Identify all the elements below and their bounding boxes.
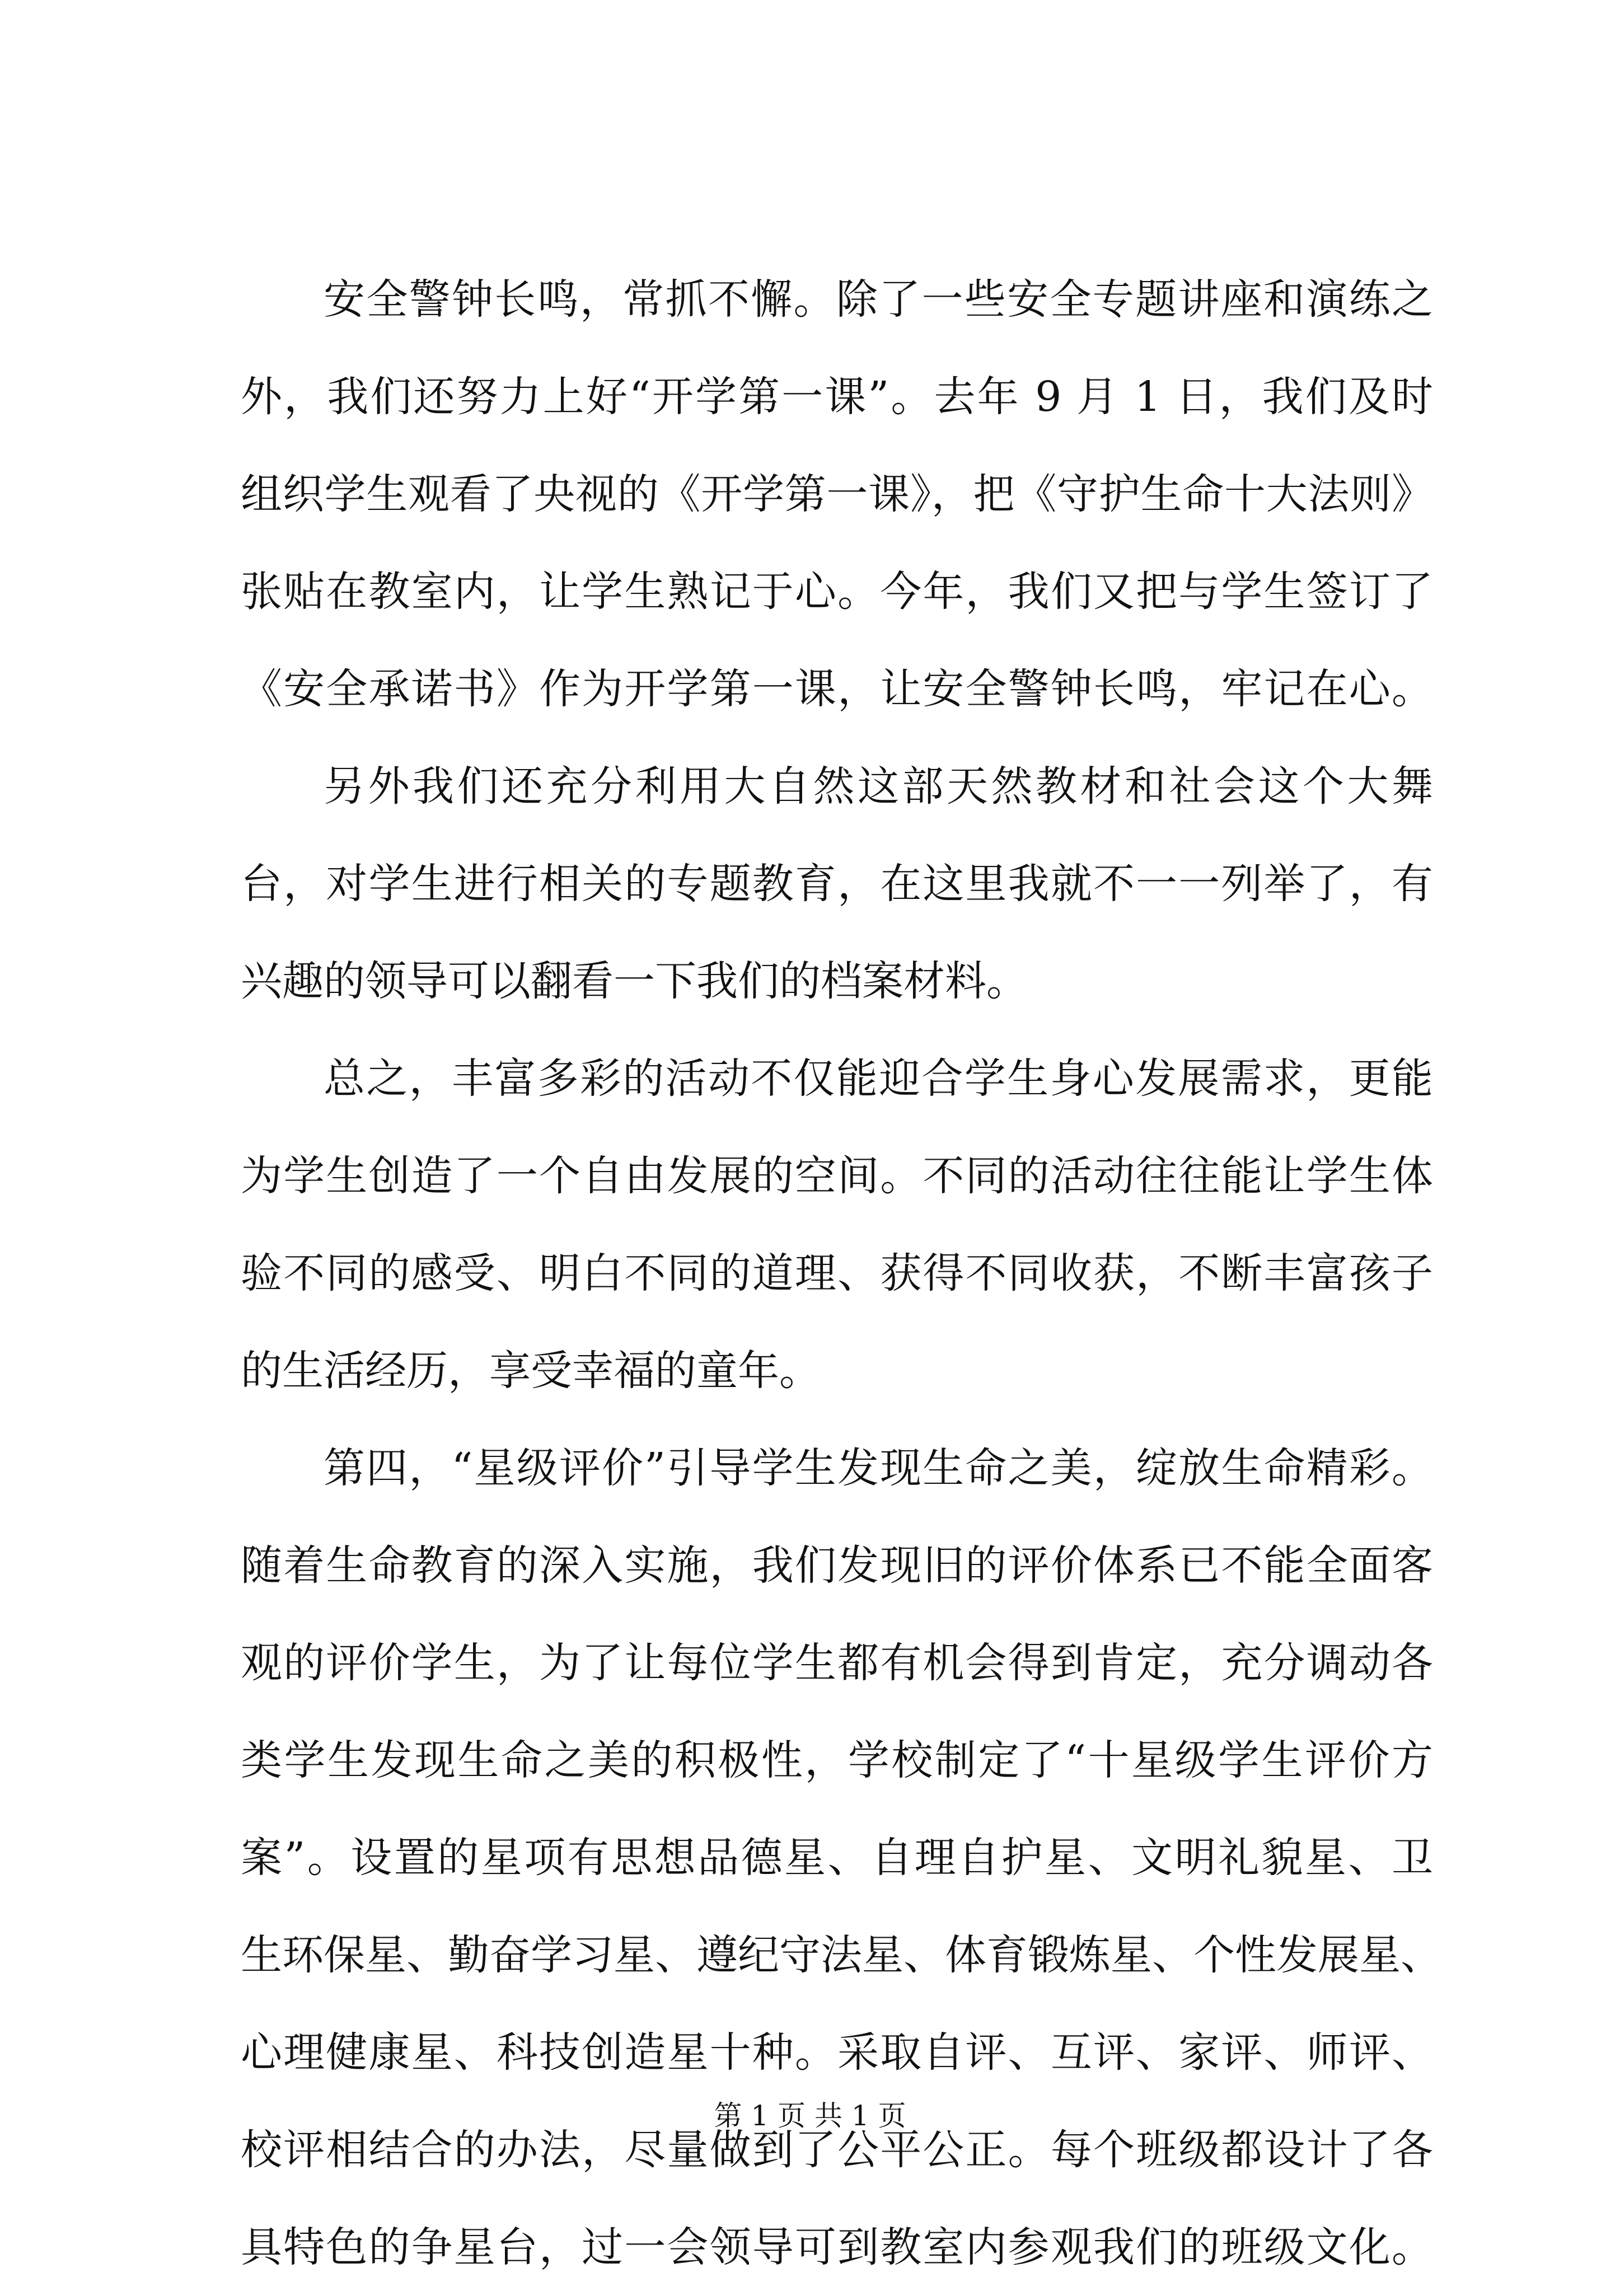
text-line: 的生活经历，享受幸福的童年。 xyxy=(241,1347,821,1395)
text-line: 具特色的争星台，过一会领导可到教室内参观我们的班级文化。 xyxy=(241,2223,1433,2271)
text-line: 兴趣的领导可以翻看一下我们的档案材料。 xyxy=(241,957,1028,1005)
text-line: 观的评价学生，为了让每位学生都有机会得到肯定，充分调动各 xyxy=(241,1639,1433,1687)
text-line: 验不同的感受、明白不同的道理、获得不同收获，不断丰富孩子 xyxy=(241,1249,1433,1297)
text-line: 为学生创造了一个自由发展的空间。不同的活动往往能让学生体 xyxy=(241,1152,1433,1200)
text-line: 张贴在教室内，让学生熟记于心。今年，我们又把与学生签订了 xyxy=(241,568,1433,616)
text-line: 第四，“星级评价”引导学生发现生命之美，绽放生命精彩。 xyxy=(324,1444,1433,1492)
text-line: 另外我们还充分利用大自然这部天然教材和社会这个大舞 xyxy=(324,762,1433,810)
text-line: 外，我们还努力上好“开学第一课”。去年 9 月 1 日，我们及时 xyxy=(241,373,1433,421)
text-line: 心理健康星、科技创造星十种。采取自评、互评、家评、师评、 xyxy=(241,2028,1433,2077)
text-line: 组织学生观看了央视的《开学第一课》，把《守护生命十大法则》 xyxy=(241,470,1433,518)
text-line: 案”。设置的星项有思想品德星、自理自护星、文明礼貌星、卫 xyxy=(241,1834,1433,1882)
body-text xyxy=(241,251,1442,2296)
paragraph-1 xyxy=(241,251,1433,738)
paragraph-2 xyxy=(241,738,1433,1030)
text-line: 校评相结合的办法，尽量做到了公平公正。每个班级都设计了各 xyxy=(241,2126,1433,2174)
text-line: 随着生命教育的深入实施，我们发现旧的评价体系已不能全面客 xyxy=(241,1541,1433,1590)
text-line: 台，对学生进行相关的专题教育，在这里我就不一一列举了，有 xyxy=(241,860,1433,908)
text-line: 总之，丰富多彩的活动不仅能迎合学生身心发展需求，更能 xyxy=(324,1055,1433,1103)
page-footer: 第 1 页 共 1 页 xyxy=(714,2100,906,2132)
text-line: 安全警钟长鸣，常抓不懈。除了一些安全专题讲座和演练之 xyxy=(324,275,1433,324)
paragraph-3 xyxy=(241,1030,1433,1419)
paragraph-4 xyxy=(241,1419,1442,2296)
text-line: 类学生发现生命之美的积极性，学校制定了“十星级学生评价方 xyxy=(241,1736,1433,1784)
text-line: 《安全承诺书》作为开学第一课，让安全警钟长鸣，牢记在心。 xyxy=(241,665,1433,713)
text-line: 生环保星、勤奋学习星、遵纪守法星、体育锻炼星、个性发展星、 xyxy=(241,1931,1442,1979)
